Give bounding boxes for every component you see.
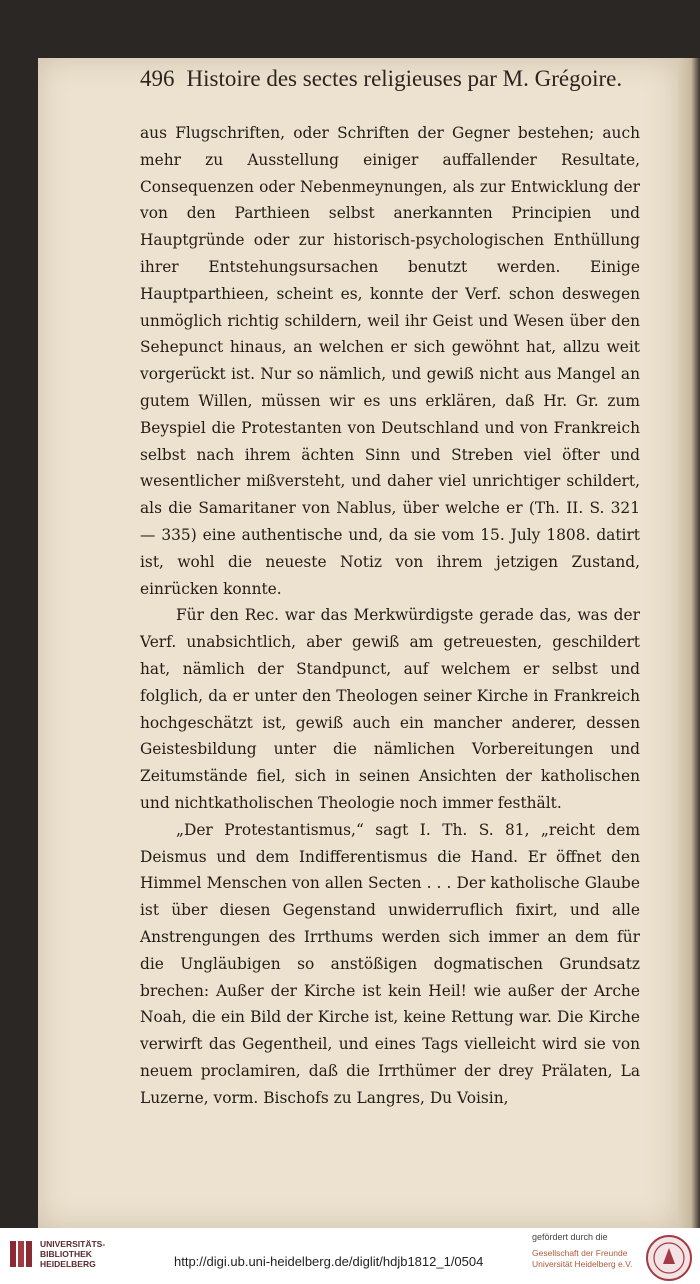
society-line-1: Gesellschaft der Freunde [532,1248,628,1258]
body-text [140,120,640,1111]
society-name [532,1248,632,1270]
running-header [140,66,640,92]
library-name: UNIVERSITÄTS- BIBLIOTHEK HEIDELBERG [40,1239,106,1269]
page-edge [678,58,700,1228]
running-title: Histoire des sectes religieuses par M. Grégoire. [186,66,623,91]
paragraph-3: „Der Protestantismus,“ sagt I. Th. S. 81, „reicht dem Deismus und dem Indifferentismus die Hand. Er öffnet den Himmel Menschen von allen Secten . . . Der katholische Glaube ist über diesen Gegenstand unwiderruflich fixirt, und alle Anstrengungen des Irrthums werden sich immer an dem für die Ungläubigen so anstößigen dogmatischen Grundsatz brechen: Außer der Kirche ist kein Heil! wie außer der Arche Noah, die ein Bild der Kirche ist, keine Rettung war. Die Kirche verwirft das Gegentheil, und eines Tags vielleicht wird sie von neuem proclamiren, daß die Irrthümer der drey Prälaten, La Luzerne, vorm. Bischofs zu Langres, Du Voisin, [140,820,640,1107]
university-seal-icon [645,1234,693,1282]
paragraph-2: Für den Rec. war das Merkwürdigste gerade das, was der Verf. unabsichtlich, aber gewiß am getreuesten, geschildert hat, nämlich der Standpunct, auf welchem er selbst und folglich, da er unter den Theologen seiner Kirche in Frankreich hochgeschätzt ist, gewiß auch ein mancher anderer, dessen Geistesbildung unter die nämlichen Vorbereitungen und Zeitumstände fiel, sich in seinen Ansichten der katholischen und nichtkatholischen Theologie noch immer festhält. [140,606,640,812]
library-logo [8,1239,110,1269]
permalink-url[interactable]: http://digi.ub.uni-heidelberg.de/diglit/hdjb1812_1/0504 [174,1254,484,1269]
page-number: 496 [140,66,175,91]
funded-by-label: gefördert durch die [532,1232,608,1242]
library-logo-icon [8,1239,34,1269]
society-line-2: Universität Heidelberg e.V. [532,1259,633,1269]
paragraph-1: aus Flugschriften, oder Schriften der Gegner bestehen; auch mehr zu Ausstellung einiger auffallender Resultate, Consequenzen oder Nebenmeynungen, als zur Entwicklung der von den Parthieen selbst anerkannten Principien und Hauptgründe oder zur historisch-psychologischen Enthüllung ihrer Entstehungsursachen benutzt werden. Einige Hauptparthieen, scheint es, konnte der Verf. schon deswegen unmöglich richtig schildern, weil ihr Geist und Wesen über den Sehepunct hinaus, an welchen er sich gewöhnt hat, allzu weit vorgerückt ist. Nur so nämlich, und gewiß nicht aus Mangel an gutem Willen, müssen wir es uns erklären, daß Hr. Gr. zum Beyspiel die Protestanten von Deutschland und von Frankreich selbst nach ihrem ächten Sinn und Streben viel öfter und wesentlicher mißversteht, und daher viel unrichtiger schildert, als die Samaritaner von Nablus, über welche er (Th. II. S. 321 — 335) eine authentische und, da sie vom 15. July 1808. datirt ist, wohl die neueste Notiz von ihrem jetzigen Zustand, einrücken konnte. [140,124,640,598]
